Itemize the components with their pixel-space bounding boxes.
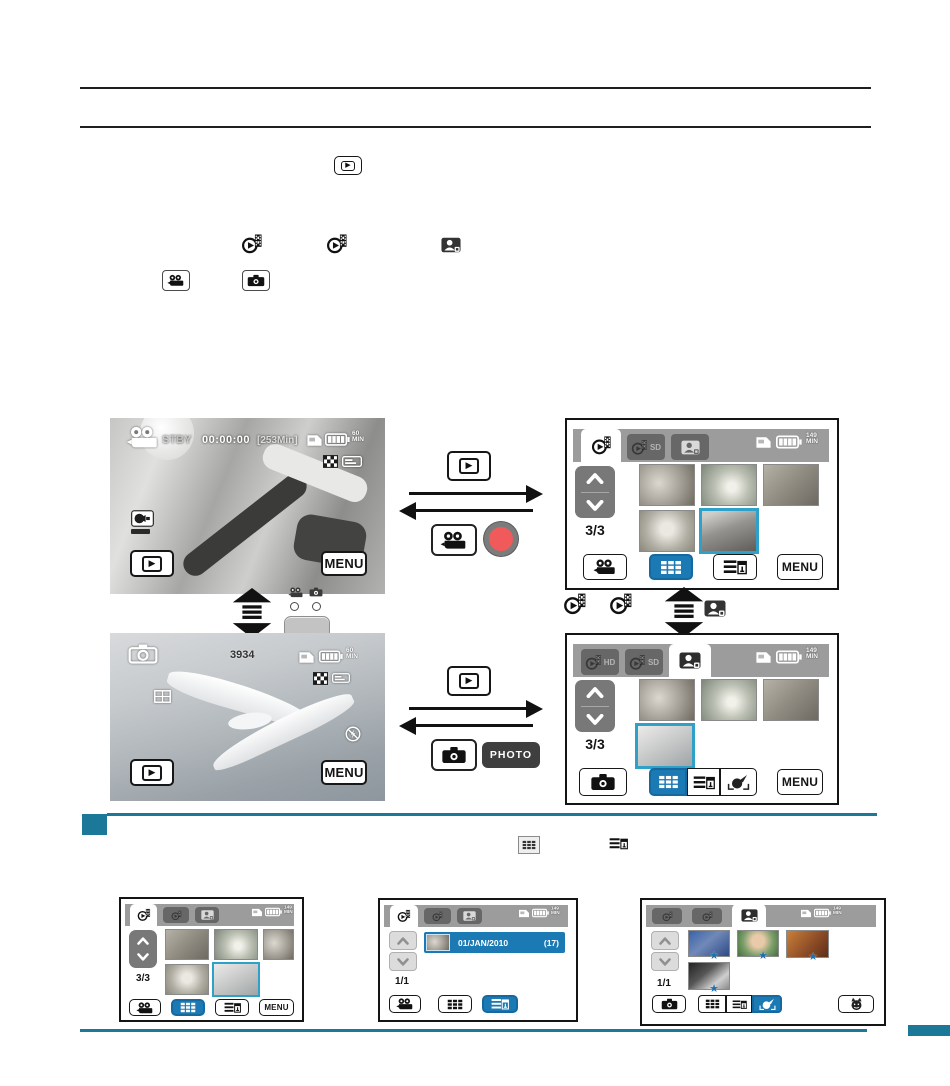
date-view-icon [491, 997, 509, 1011]
date-view-icon [723, 558, 747, 576]
date-view-button[interactable] [482, 995, 518, 1013]
photo-tab-icon [679, 652, 701, 669]
tab-video-hd[interactable] [130, 904, 157, 926]
thumbnail-scroll-buttons[interactable] [129, 930, 157, 968]
photo-mode-button[interactable] [579, 768, 627, 796]
tab-photo[interactable] [195, 907, 219, 923]
thumbnail-plant[interactable] [763, 464, 819, 506]
grid-view-icon [705, 999, 720, 1009]
note-rule [107, 813, 877, 816]
page-number-tab [908, 1025, 950, 1036]
photo-play-icon [704, 600, 726, 617]
inline-photo-mode-button-icon [242, 270, 270, 291]
thumbnail-scroll-buttons[interactable] [575, 466, 615, 518]
movie-camera-icon [396, 998, 414, 1010]
guideline-icon [154, 690, 171, 703]
battery-remaining-label: 149 MIN [806, 432, 818, 445]
battery-icon [776, 435, 802, 449]
date-view-icon [224, 1001, 241, 1014]
tab-video-hd[interactable] [652, 908, 682, 924]
page-indicator: 3/3 [585, 522, 605, 538]
video-play-hd-icon [662, 911, 673, 922]
grid-view-icon [660, 560, 682, 575]
small-date-view-screen [378, 898, 578, 1022]
scene-player-leg [179, 469, 312, 580]
face-star-badge: ★ [709, 983, 719, 995]
movie-mode-icon [126, 426, 160, 449]
movie-camera-icon [167, 274, 185, 287]
thumbnail-person-3[interactable] [786, 930, 829, 963]
chevron-down-icon [586, 714, 604, 725]
battery-remaining-label: 149 MIN [806, 647, 818, 660]
inline-date-view-icon [609, 836, 628, 851]
photo-mode-hard-button[interactable] [431, 739, 477, 771]
date-view-icon [732, 999, 747, 1010]
battery-icon [265, 907, 282, 917]
movie-camera-icon [440, 531, 468, 550]
playback-hard-button-bottom[interactable] [447, 666, 491, 696]
grid-view-icon [180, 1002, 196, 1013]
photo-tab-icon [741, 909, 758, 922]
video-resolution-icon [341, 456, 363, 467]
tab-photo[interactable] [732, 904, 766, 927]
photo-quality-icon [313, 672, 328, 685]
video-play-sd-icon [631, 439, 648, 456]
grid-view-icon [447, 999, 463, 1010]
menu-button[interactable]: MENU [777, 554, 823, 580]
sd-card-icon [755, 436, 772, 449]
date-view-button[interactable] [726, 995, 752, 1013]
inline-grid-view-icon [518, 836, 540, 854]
menu-button[interactable]: MENU [777, 769, 823, 795]
photo-record-screen [110, 633, 385, 801]
thumbnail-view-button[interactable] [171, 999, 205, 1016]
mode-switch-double-arrow [231, 588, 273, 638]
thumbnail-seagull-selected[interactable] [212, 962, 260, 997]
video-play-sd-icon [629, 654, 646, 671]
battery-remaining-label: 149 MIN [551, 906, 560, 916]
menu-button[interactable]: MENU [259, 999, 294, 1016]
record-indicator-icon [131, 510, 154, 527]
tab-video-sd[interactable] [692, 908, 722, 924]
camera-icon [441, 746, 467, 764]
mode-movie-icon [288, 587, 304, 598]
thumbnail-person-1[interactable] [688, 930, 730, 962]
date-row-thumbnail [426, 934, 450, 951]
face-star-badge: ★ [808, 951, 818, 963]
battery-icon [532, 908, 549, 918]
playback-hard-button-top[interactable] [447, 451, 491, 481]
page-indicator: 1/1 [395, 976, 409, 987]
note-marker [82, 814, 107, 835]
menu-button[interactable]: MENU [321, 551, 367, 576]
thumbnail-puppies[interactable] [639, 679, 695, 721]
thumbnail-soccer-selected[interactable] [699, 508, 759, 554]
thumbnail-waterlily[interactable] [701, 679, 757, 721]
arrow-left-bottom [415, 724, 533, 727]
date-row-selected[interactable] [424, 932, 565, 953]
thumbnail-waterlily[interactable] [214, 929, 258, 960]
scroll-down-button[interactable] [651, 952, 679, 971]
date-view-button[interactable] [713, 554, 757, 580]
photo-tab-icon [681, 440, 700, 455]
footer-rule [80, 1029, 867, 1032]
chevron-up-icon [586, 473, 604, 484]
tab-video-sd[interactable] [424, 908, 451, 924]
arrow-right-top [409, 492, 527, 495]
sd-card-icon [518, 909, 530, 918]
thumbnail-seagull-selected[interactable] [635, 723, 695, 769]
movie-camera-icon [593, 559, 617, 575]
sd-card-icon [306, 434, 323, 447]
small-face-view-screen [640, 898, 886, 1026]
photo-mode-button[interactable] [652, 995, 686, 1013]
arrow-right-bottom [409, 707, 527, 710]
video-play-hd-icon [585, 654, 602, 671]
face-view-button[interactable] [720, 768, 757, 796]
battery-remaining-label: 149 MIN [833, 906, 842, 916]
tab-video-sd[interactable]: SD [627, 434, 665, 460]
play-mode-button[interactable] [130, 550, 174, 577]
photo-shutter-button[interactable]: PHOTO [482, 742, 540, 768]
video-record-screen [110, 418, 385, 594]
photo-counter: 3934 [230, 649, 255, 661]
video-play-hd-icon [591, 435, 612, 456]
standby-status: STBY [162, 434, 192, 446]
chevron-down-icon [659, 958, 671, 966]
play-mode-button[interactable] [130, 759, 174, 786]
thumbnail-flower[interactable] [639, 510, 695, 552]
thumbnail-view-button[interactable] [698, 995, 726, 1013]
mode-photo-icon [309, 587, 323, 597]
camera-icon [247, 274, 265, 287]
video-play-hd-icon [397, 909, 411, 923]
thumbnail-flower[interactable] [165, 964, 209, 995]
tab-switch-double-arrow [663, 587, 705, 637]
inline-play-button-icon [334, 156, 362, 175]
tab-video-sd[interactable] [163, 907, 189, 923]
inline-video-play-hd-icon [241, 233, 263, 255]
thumbnail-plant[interactable] [763, 679, 819, 721]
chevron-down-icon [586, 500, 604, 511]
thumbnail-scroll-buttons[interactable] [575, 680, 615, 732]
chevron-up-icon [397, 937, 409, 945]
thumbnail-waterlily[interactable] [701, 464, 757, 506]
battery-remaining-label: 60 MIN [346, 647, 358, 660]
thumbnail-leaves[interactable] [165, 929, 209, 960]
sd-card-icon [755, 651, 772, 664]
photo-resolution-icon [332, 673, 350, 683]
date-view-button[interactable] [215, 999, 249, 1016]
video-play-sd-icon [171, 910, 182, 921]
video-play-sd-icon [702, 911, 713, 922]
tab-photo[interactable] [457, 908, 482, 924]
movie-mode-button[interactable] [129, 999, 161, 1016]
arrow-left-top [415, 509, 533, 512]
battery-remaining-label: 60 MIN [352, 430, 364, 443]
battery-icon [814, 908, 831, 918]
face-star-badge: ★ [758, 950, 768, 962]
mode-lamp-movie [290, 602, 299, 611]
chevron-down-icon [137, 953, 149, 961]
record-button[interactable] [484, 522, 518, 556]
tab-video-sd[interactable]: SD [625, 649, 663, 675]
menu-button[interactable]: MENU [321, 760, 367, 785]
inline-photo-play-icon [441, 237, 461, 253]
thumbnail-view-button[interactable] [438, 995, 472, 1013]
battery-icon [319, 650, 343, 663]
photo-mode-icon [128, 643, 158, 664]
video-quality-icon [323, 455, 338, 468]
video-play-hd-icon [137, 908, 151, 922]
record-indicator-label [131, 529, 150, 534]
face-tag-icon [727, 774, 750, 791]
tab-photo[interactable] [669, 644, 711, 677]
sd-card-icon [251, 908, 263, 917]
remaining-time: [253Min] [257, 435, 298, 446]
scroll-up-button[interactable] [389, 931, 417, 950]
play-icon: ▶ [142, 765, 163, 781]
video-thumbnail-screen [565, 418, 839, 590]
movie-mode-button[interactable] [583, 554, 627, 580]
chevron-up-icon [659, 937, 671, 945]
inline-movie-mode-button-icon [162, 270, 190, 291]
chevron-up-icon [586, 687, 604, 698]
date-view-button[interactable] [687, 768, 720, 796]
movie-mode-hard-button[interactable] [431, 524, 477, 556]
date-count: (17) [543, 938, 559, 948]
face-view-button[interactable] [752, 995, 782, 1013]
sd-card-icon [298, 651, 315, 664]
movie-camera-icon [136, 1002, 154, 1014]
record-counter: 00:00:00 [202, 434, 251, 446]
inline-video-play-sd-icon [326, 233, 348, 255]
camera-icon [661, 998, 678, 1010]
date-view-icon [693, 774, 715, 791]
scroll-down-button[interactable] [389, 952, 417, 971]
battery-icon [776, 650, 802, 664]
scroll-up-button[interactable] [651, 931, 679, 950]
play-icon: ▶ [341, 161, 354, 171]
face-edit-icon [847, 997, 866, 1011]
play-icon: ▶ [459, 673, 480, 689]
thumbnail-puppies[interactable] [639, 464, 695, 506]
play-icon: ▶ [459, 458, 480, 474]
small-video-thumbnail-screen [119, 897, 304, 1022]
thumbnail-view-button[interactable] [649, 554, 693, 580]
page-indicator: 1/1 [657, 978, 671, 989]
header-bottom-rule [80, 126, 871, 128]
tab-video-hd[interactable] [581, 429, 621, 462]
camera-icon [590, 773, 616, 791]
mode-lamp-photo [312, 602, 321, 611]
battery-remaining-label: 149 MIN [284, 905, 293, 915]
video-play-sd-icon [432, 911, 443, 922]
thumbnail-person-4[interactable] [688, 962, 730, 995]
thumbnail-plant[interactable] [263, 929, 294, 960]
face-tag-icon [759, 998, 776, 1011]
photo-thumbnail-screen [565, 633, 839, 805]
grid-view-icon [658, 775, 679, 789]
chevron-up-icon [137, 937, 149, 945]
play-icon: ▶ [142, 556, 163, 572]
battery-icon [325, 433, 350, 446]
chevron-down-icon [397, 958, 409, 966]
video-play-hd-icon [563, 592, 587, 616]
page-indicator: 3/3 [136, 973, 150, 984]
video-play-sd-icon [609, 592, 633, 616]
thumbnail-person-2[interactable] [737, 930, 779, 962]
face-edit-button[interactable] [838, 995, 874, 1013]
thumbnail-view-button[interactable] [649, 768, 687, 796]
photo-tab-icon [463, 911, 476, 921]
date-label: 01/JAN/2010 [458, 938, 509, 948]
tab-photo[interactable] [671, 434, 709, 460]
tab-video-hd[interactable] [390, 905, 418, 927]
photo-tab-icon [201, 910, 214, 920]
movie-mode-button[interactable] [389, 995, 421, 1013]
sd-card-icon [800, 909, 812, 918]
face-star-badge: ★ [709, 950, 719, 962]
flash-off-icon [345, 726, 361, 742]
page-indicator: 3/3 [585, 736, 605, 752]
tab-video-hd[interactable]: HD [581, 649, 619, 675]
header-top-rule [80, 87, 871, 89]
